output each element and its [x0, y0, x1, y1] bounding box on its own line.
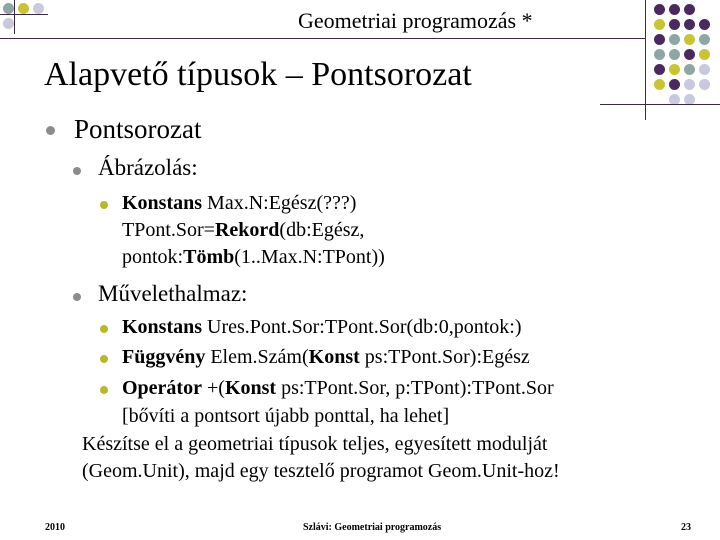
deco-dot — [18, 3, 29, 14]
code-text: Ures.Pont.Sor:TPont.Sor(db:0,pontok:) — [202, 316, 522, 338]
deco-dot — [669, 64, 680, 75]
deco-dot — [684, 64, 695, 75]
deco-dot — [684, 4, 695, 15]
deco-dot — [699, 19, 710, 30]
level1-heading: Pontsorozat — [74, 114, 202, 144]
deco-dot — [684, 34, 695, 45]
keyword: Operátor — [122, 377, 202, 399]
header-rule — [0, 38, 645, 39]
deco-dot — [669, 19, 680, 30]
deco-dot — [684, 19, 695, 30]
slide-title: Alapvető típusok – Pontsorozat — [44, 56, 472, 93]
deco-dot — [699, 79, 710, 90]
code-text: Max.N:Egész(???) — [202, 192, 357, 214]
code-text: (1..Max.N:TPont)) — [234, 246, 385, 268]
bullet-icon — [46, 126, 55, 135]
bullet-icon — [73, 293, 81, 301]
bullet-icon — [100, 201, 108, 209]
keyword: Tömb — [183, 246, 235, 268]
deco-dot — [699, 64, 710, 75]
keyword: Konst — [224, 377, 277, 399]
deco-dot — [684, 49, 695, 60]
operation-1 — [122, 316, 521, 339]
code-text: +( — [201, 377, 225, 399]
deco-dot — [33, 3, 44, 14]
deco-line — [645, 0, 646, 120]
bullet-icon — [100, 386, 108, 394]
task-line-2: (Geom.Unit), majd egy tesztelő programot Geom.Unit-hoz! — [82, 460, 560, 482]
deco-dot — [654, 64, 665, 75]
code-text: TPont.Sor= — [122, 219, 215, 241]
representation-line-1 — [122, 192, 356, 215]
bullet-icon — [73, 167, 81, 175]
deco-line — [14, 0, 15, 34]
deco-dot — [699, 34, 710, 45]
representation-line-3 — [122, 246, 385, 269]
deco-line — [0, 14, 48, 15]
deco-dot — [654, 34, 665, 45]
deco-dot — [669, 49, 680, 60]
keyword: Konstans — [122, 316, 203, 338]
deco-dot — [3, 3, 14, 14]
bullet-icon — [100, 325, 108, 333]
code-text: (db:Egész, — [279, 219, 365, 241]
operations-label: Művelethalmaz: — [98, 281, 248, 306]
task-line-1: Készítse el a geometriai típusok teljes, egyesített modulját — [82, 433, 548, 455]
footer-page-number: 23 — [681, 522, 691, 533]
operation-3 — [122, 377, 554, 400]
keyword: Konstans — [122, 192, 203, 214]
deco-line — [600, 104, 720, 105]
deco-dot — [654, 4, 665, 15]
deco-dot — [669, 4, 680, 15]
operation-3-note: [bővíti a pontsort újabb ponttal, ha lehet] — [122, 405, 450, 427]
deco-dot — [654, 49, 665, 60]
code-text: ps:TPont.Sor):Egész — [359, 346, 530, 368]
footer-year: 2010 — [45, 522, 65, 533]
bullet-icon — [100, 355, 108, 363]
deco-dot — [684, 79, 695, 90]
operation-2 — [122, 346, 530, 369]
keyword: Rekord — [214, 219, 280, 241]
deco-dot — [654, 19, 665, 30]
footer-author: Szlávi: Geometriai programozás — [303, 522, 442, 533]
keyword: Függvény — [122, 346, 206, 368]
deco-dot — [654, 79, 665, 90]
deco-dot — [669, 34, 680, 45]
code-text: pontok: — [122, 246, 184, 268]
deco-dot — [699, 49, 710, 60]
deco-dot — [3, 18, 14, 29]
deco-dot — [669, 79, 680, 90]
code-text: ps:TPont.Sor, p:TPont):TPont.Sor — [276, 377, 554, 399]
header-title: Geometriai programozás * — [298, 8, 533, 33]
representation-line-2 — [122, 219, 364, 242]
code-text: Elem.Szám( — [205, 346, 309, 368]
keyword: Konst — [308, 346, 360, 368]
representation-label: Ábrázolás: — [98, 155, 198, 180]
